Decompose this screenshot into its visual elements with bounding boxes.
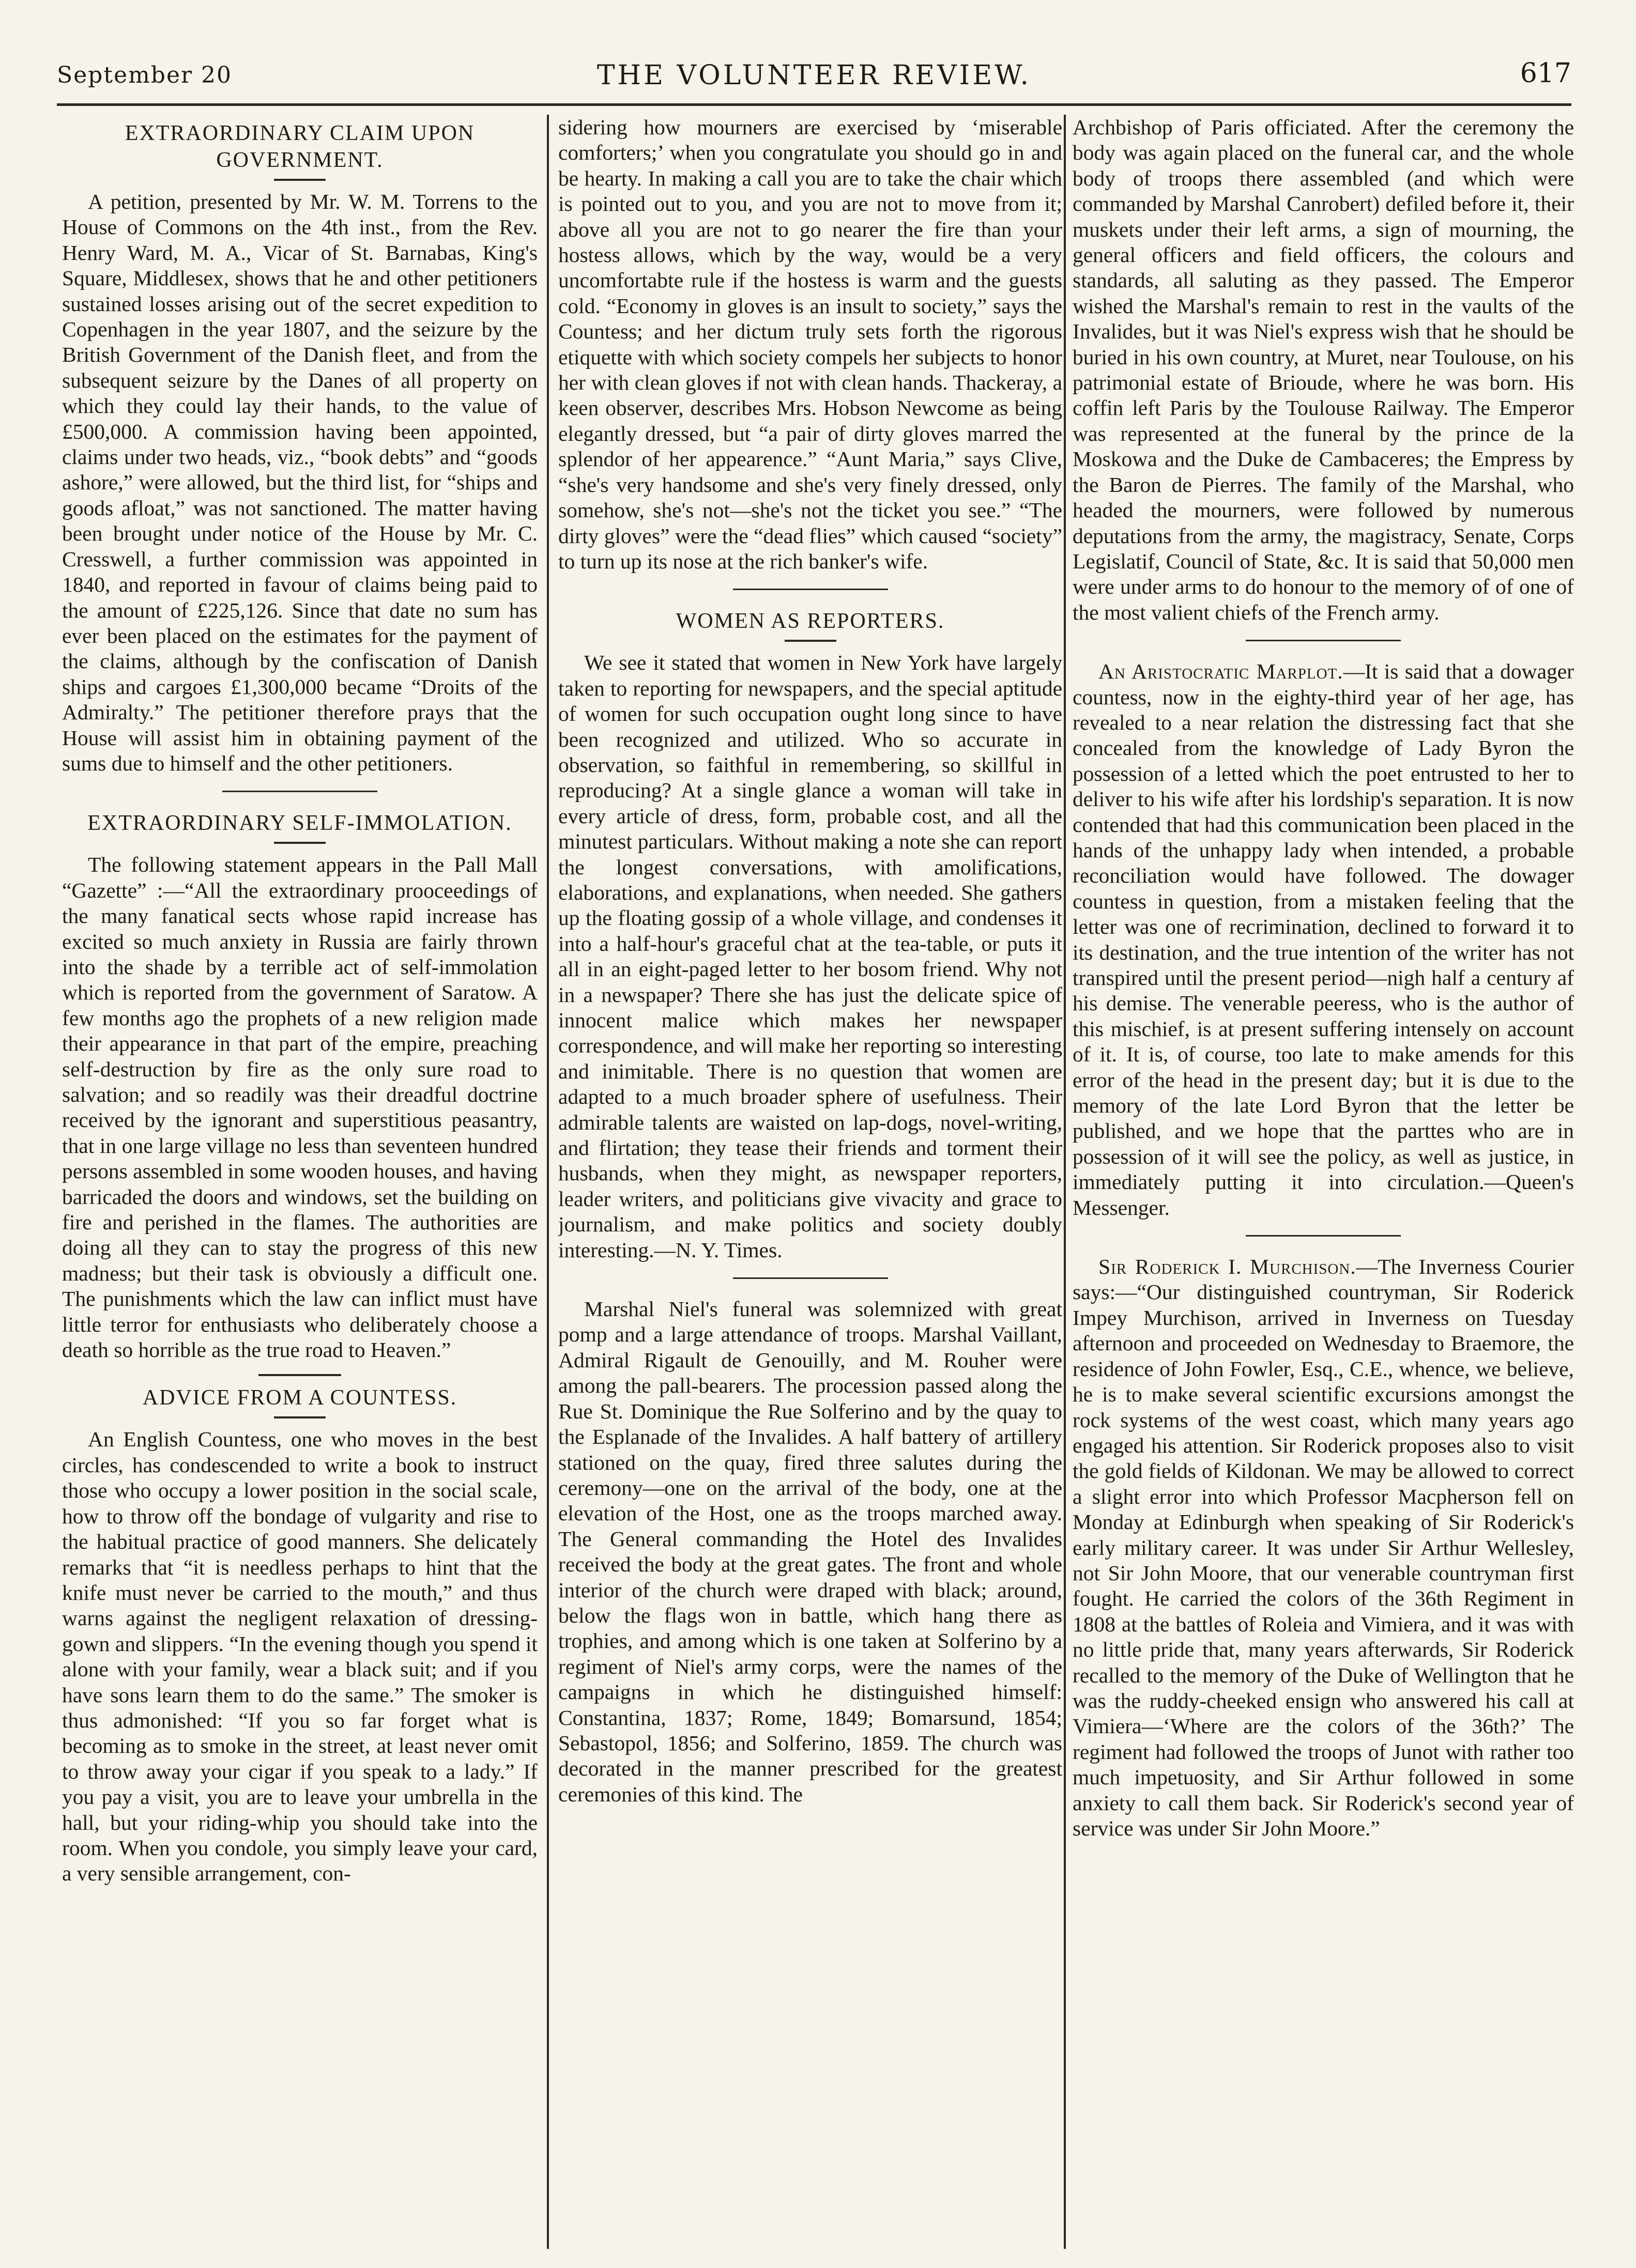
article-body: The following statement appears in the Pall Mall “Gazette” :—“All the extraordinary prooceedings of the many fanatical sects whose rapid increase has excited so much anxiety in Russia are fairly thrown into the shade by a terrible act of self-immolation which is reported from the government of Saratow. A few months ago the prophets of a new religion made their appearance in that part of the empire, preaching self-destruction by fire as the only sure road to salvation; and so readily was their dreadful doctrine received by the ignorant and superstitious peasantry, that in one large village no less than seventeen hundred persons assembled in some wooden houses, and having barricaded the doors and windows, set the building on fire and perished in the flames. The authorities are doing all they can to stay the progress of this new madness; but their task is obviously a difficult one. The punishments which the law can inflict must have little terror for enthusiasts who deliberately choose a death so horrible as the true road to Heaven.” <box>62 853 538 1362</box>
article-body: —The Inverness Courier says:—“Our distinguished countryman, Sir Roderick Impey Murchison, arrived in Inverness on Tuesday afternoon and proceeded on Wednesday to Braemore, the residence of John Fowler, Esq., C.E., whence, we believe, he is to make several scientific excursions amongst the rock systems of the west coast, which many years ago engaged his attention. Sir Roderick proposes also to visit the gold fields of Kildonan. We may be allowed to correct a slight error into which Professor Macpherson fell on Monday at Edinburgh when speaking of Sir Roderick's early military career. It was under Sir Arthur Wellesley, not Sir John Moore, that our venerable countryman first fought. He carried the colors of the 36th Regiment in 1808 at the battles of Roleia and Vimiera, and it was with no little pride that, many years afterwards, Sir Roderick recalled to the memory of the Duke of Wellington that he was the ruddy-cheeked ensign who answered his call at Vimiera—‘Where are the colors of the 36th?’ The regiment had followed the troops of Junot with rather too much impetuosity, and Sir Arthur followed in some anxiety to call them back. Sir Roderick's second year of service was under Sir John Moore.” <box>1073 1255 1574 1840</box>
article-paragraph <box>1073 659 1574 1221</box>
article-title: WOMEN AS REPORTERS. <box>676 609 945 634</box>
article-paragraph <box>1073 1254 1574 1841</box>
publication-title: THE VOLUNTEER REVIEW. <box>597 60 1032 91</box>
article-body: Marshal Niel's funeral was solemnized with great pomp and a large attendance of troops. Marshal Vaillant, Admiral Rigault de Genouilly, and M. Rouher were among the pall-bearers. The procession passed along the Rue St. Dominique the Rue Solferino and by the quay to the Esplanade of the Invalides. A half battery of artillery stationed on the quay, fired three salutes during the ceremony—one on the arrival of the body, one at the elevation of the Host, one as the troops marched away. The General commanding the Hotel des Invalides received the body at the great gates. The front and whole interior of the church were draped with black; around, below the flags won in battle, which hang there as trophies, and among which is one taken at Solferino by a regiment of Niel's army corps, were the names of the campaigns in which he distinguished himself: Constantina, 1837; Rome, 1849; Bomarsund, 1854; Sebastopol, 1856; and Solferino, 1859. The church was decorated in the manner prescribed for the greatest ceremonies of this kind. The <box>558 1297 1062 1806</box>
column-divider <box>547 115 549 2249</box>
column-1 <box>62 115 538 1892</box>
article-lead: An Aristocratic Marplot. <box>1098 659 1343 684</box>
column-divider <box>1064 115 1066 2249</box>
title-rule <box>274 1416 326 1418</box>
article-body: An English Countess, one who moves in the best circles, has condescended to write a book to instruct those who occupy a lower position in the social scale, how to throw off the bondage of vulgarity and rise to the habitual practice of good manners. She delicately remarks that “it is needless perhaps to hint that the knife must never be carried to the mouth,” and thus warns against the negligent relaxation of dressing-gown and slippers. “In the evening though you spend it alone with your family, wear a black suit; and if you have sons learn them to do the same.” The smoker is thus admonished: “If you so far forget what is becoming as to smoke in the street, at least never omit to throw away your cigar if you speak to a lady.” If you pay a visit, you are to leave your umbrella in the hall, but your riding-whip you should take into the room. When you condole, you simply leave your card, a very sensible arrangement, con- <box>62 1427 538 1886</box>
article-separator <box>222 791 377 792</box>
title-rule <box>785 640 836 642</box>
masthead <box>57 58 1571 99</box>
article-separator <box>733 589 888 590</box>
page-number: 617 <box>1520 58 1571 89</box>
title-rule <box>274 842 326 844</box>
article-body: —It is said that a dowager countess, now in the eighty-third year of her age, has revealed to a near relation the distressing fact that she concealed from the knowledge of Lady Byron the possession of a letted which the poet entrusted to her to deliver to his wife after his lordship's separation. It is now contended that had this communication been placed in the hands of the unhappy lady when intended, a probable reconciliation would have followed. The dowager countess in question, from a mistaken feeling that the letter was one of recrimination, declined to forward it to its destination, and the true intention of the writer has not transpired until the present period—nigh half a century af his demise. The venerable peeress, who is the author of this mischief, is at present suffering intensely on account of it. It is, of course, too late to make amends for this error of the head in the present day; but it is due to the memory of the late Lord Byron that the letter be published, and we hope that the parttes who are in possession of it will see the policy, as well as justice, in immediately putting it into circulation.—Queen's Messenger. <box>1073 659 1574 1220</box>
article-body: A petition, presented by Mr. W. M. Torrens to the House of Commons on the 4th inst., from the Rev. Henry Ward, M. A., Vicar of St. Barnabas, King's Square, Middlesex, shows that he and other petitioners sustained losses arising out of the secret expedition to Copenhagen in the year 1807, and the seizure by the British Government of the Danish fleet, and from the subsequent seizure by the Danes of all property on which they could lay their hands, to the value of £500,000. A commission having been appointed, claims under two heads, viz., “book debts” and “goods ashore,” were allowed, but the third list, for “ships and goods afloat,” was not sanctioned. The matter having been brought under notice of the House by Mr. C. Cresswell, a further commission was appointed in 1840, and reported in favour of claims being paid to the amount of £225,126. Since that date no sum has ever been placed on the estimates for the payment of the claims, although by the confiscation of Danish ships and cargoes £1,300,000 became “Droits of the Admiralty.” The petitioner therefore prays that the House will assist him in obtaining payment of the sums due to himself and the other petitioners. <box>62 190 538 775</box>
issue-date: September 20 <box>57 62 233 88</box>
article-body: We see it stated that women in New York have largely taken to reporting for newspapers, and the special aptitude of women for such occupation ought long since to have been recognized and utilized. Who so accurate in observation, so faithful in remembering, so skillful in reproducing? At a single glance a woman will take in every article of dress, form, probable cost, and all the minutest particulars. Without making a note she can report the longest conversations, with amolifications, elaborations, and explanations, when needed. She gathers up the floating gossip of a whole village, and condenses it into a half-hour's graceful chat at the tea-table, or puts it all in an eight-paged letter to her bosom friend. Why not in a newspaper? There she has just the delicate spice of innocent malice which makes her newspaper correspondence, and will make her reporting so interesting and inimitable. There is no question that women are adapted to a much broader sphere of usefulness. Their admirable talents are waisted on lap-dogs, novel-writing, and flirtation; they tease their friends and torment their husbands, when they might, as newspaper reporters, leader writers, and politicians give vivacity and grace to journalism, and make politics and society doubly interesting.—N. Y. Times. <box>558 651 1062 1262</box>
article-title: EXTRAORDINARY SELF-IMMOLATION. <box>87 811 512 836</box>
article-body-continued: sidering how mourners are exercised by ‘miserable comforters;’ when you congratulate you should go in and be hearty. In making a call you are to take the chair which is pointed out to you, and you are not to move from it; above all you are not to go nearer the fire than your hostess allows, which by the way, would be a very uncomfortabte rule if the hostess is warm and the guests cold. “Economy in gloves is an insult to society,” says the Countess; and her dictum truly sets forth the rigorous etiquette with which society compels her subjects to honor her with clean gloves if not with clean hands. Thackeray, a keen observer, describes Mrs. Hobson Newcome as being elegantly dressed, but “a pair of dirty gloves marred the splendor of her appearence.” “Aunt Maria,” says Clive, “she's very handsome and she's very finely dressed, only somehow, she's not—she's not the ticket you see.” “The dirty gloves” were the “dead flies” which caused “society” to turn up its nose at the rich banker's wife. <box>558 115 1062 573</box>
article-title: EXTRAORDINARY CLAIM UPON GOVERNMENT. <box>125 121 475 172</box>
article-separator <box>258 1374 341 1376</box>
article-separator <box>1246 1235 1401 1237</box>
title-rule <box>274 179 326 181</box>
article-separator <box>733 1277 888 1279</box>
article-body-continued: Archbishop of Paris officiated. After the ceremony the body was again placed on the funeral car, and the whole body of troops there assembled (and which were commanded by Marshal Canrobert) defiled before it, their muskets under their left arms, a sign of mourning, the general officers and field officers, the colours and standards, all saluting as they passed. The Emperor wished the Marshal's remain to rest in the vaults of the Invalides, but it was Niel's express wish that he should be buried in his own country, at Muret, near Toulouse, on his patrimonial estate of Brioude, where he was born. His coffin left Paris by the Toulouse Railway. The Emperor was represented at the funeral by the prince de la Moskowa and the Duke de Cambaceres; the Empress by the Baron de Pierres. The family of the Marshal, who headed the mourners, were followed by numerous deputations from the army, the magistracy, Senate, Corps Legislatif, Council of State, &c. It is said that 50,000 men were under arms to do honour to the memory of of one of the most valient chiefs of the French army. <box>1073 115 1574 624</box>
article-lead: Sir Roderick I. Murchison. <box>1098 1255 1356 1279</box>
article-title: ADVICE FROM A COUNTESS. <box>142 1386 457 1410</box>
column-3 <box>1073 115 1574 1846</box>
masthead-rule <box>57 103 1571 106</box>
article-separator <box>1246 640 1401 641</box>
column-2 <box>558 115 1062 1812</box>
